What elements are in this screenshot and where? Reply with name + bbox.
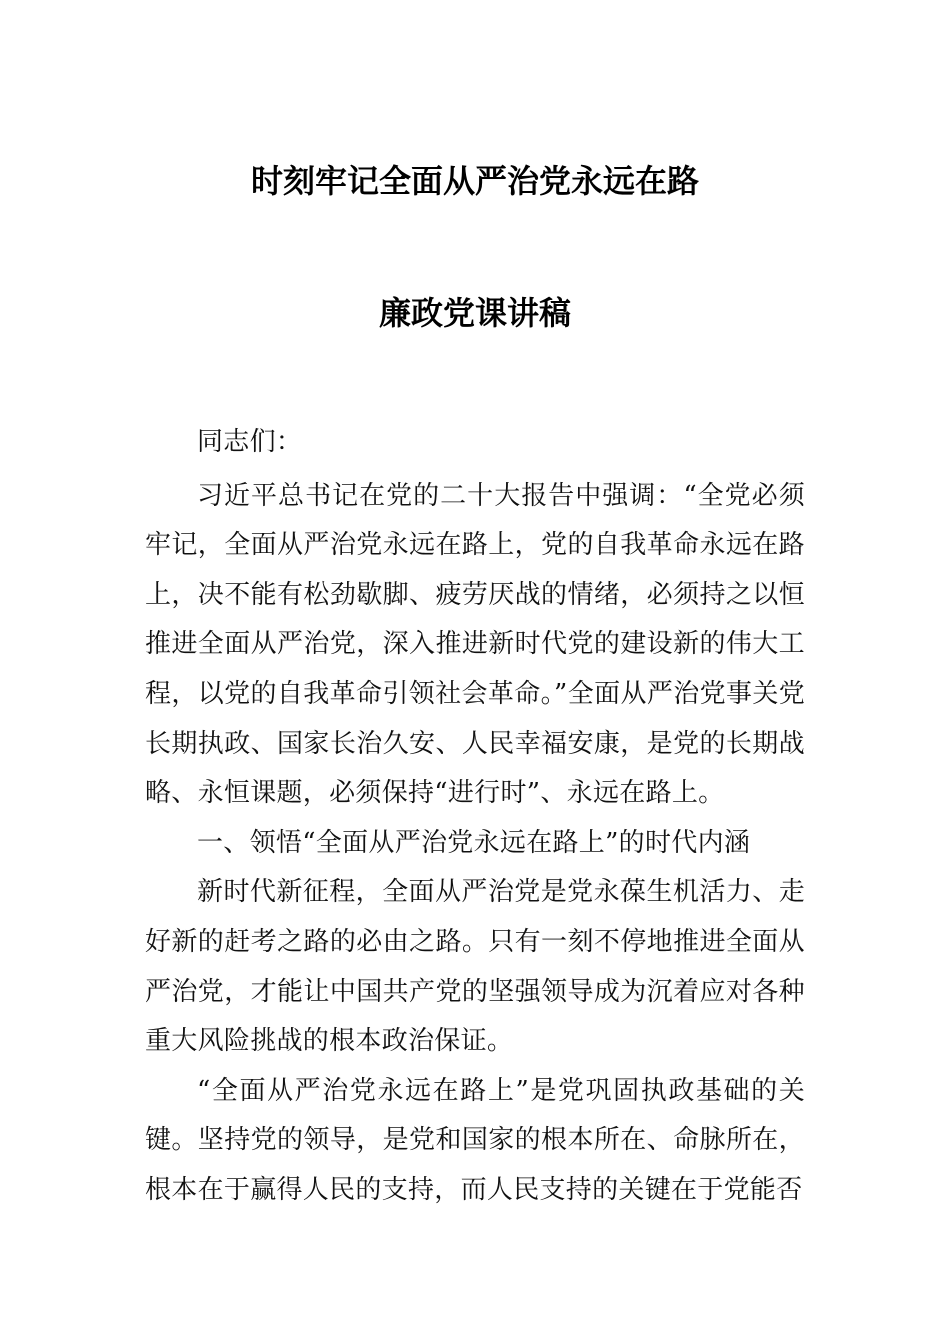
section-heading: 一、领悟“全面从严治党永远在路上”的时代内涵 — [197, 827, 751, 858]
document-title: 时刻牢记全面从严治党永远在路 — [250, 162, 699, 200]
document-subtitle: 廉政党课讲稿 — [378, 294, 571, 332]
greeting-paragraph: 同志们： — [197, 427, 303, 457]
body-paragraph: “全面从严治党永远在路上”是党巩固执政基础的关键。坚持党的领导，是党和国家的根本所在、命脉所在，根本在于赢得人民的支持，而人民支持的关键在于党能否 — [145, 1075, 805, 1205]
body-paragraph: 习近平总书记在党的二十大报告中强调：“全党必须牢记，全面从严治党永远在路上，党的自我革命永远在路上，决不能有松劲歇脚、疲劳厌战的情绪，必须持之以恒推进全面从严治党，深入推进新时代党的建设新的伟大工程，以党的自我革命引领社会革命。”全面从严治党事关党长期执政、国家长治久安、人民幸福安康，是党的长期战略、永恒课题，必须保持“进行时”、永远在路上。 — [145, 480, 805, 809]
body-paragraph: 新时代新征程，全面从严治党是党永葆生机活力、走好新的赶考之路的必由之路。只有一刻不停地推进全面从严治党，才能让中国共产党的坚强领导成为沉着应对各种重大风险挑战的根本政治保证。 — [145, 877, 805, 1057]
document-body — [145, 418, 805, 1216]
